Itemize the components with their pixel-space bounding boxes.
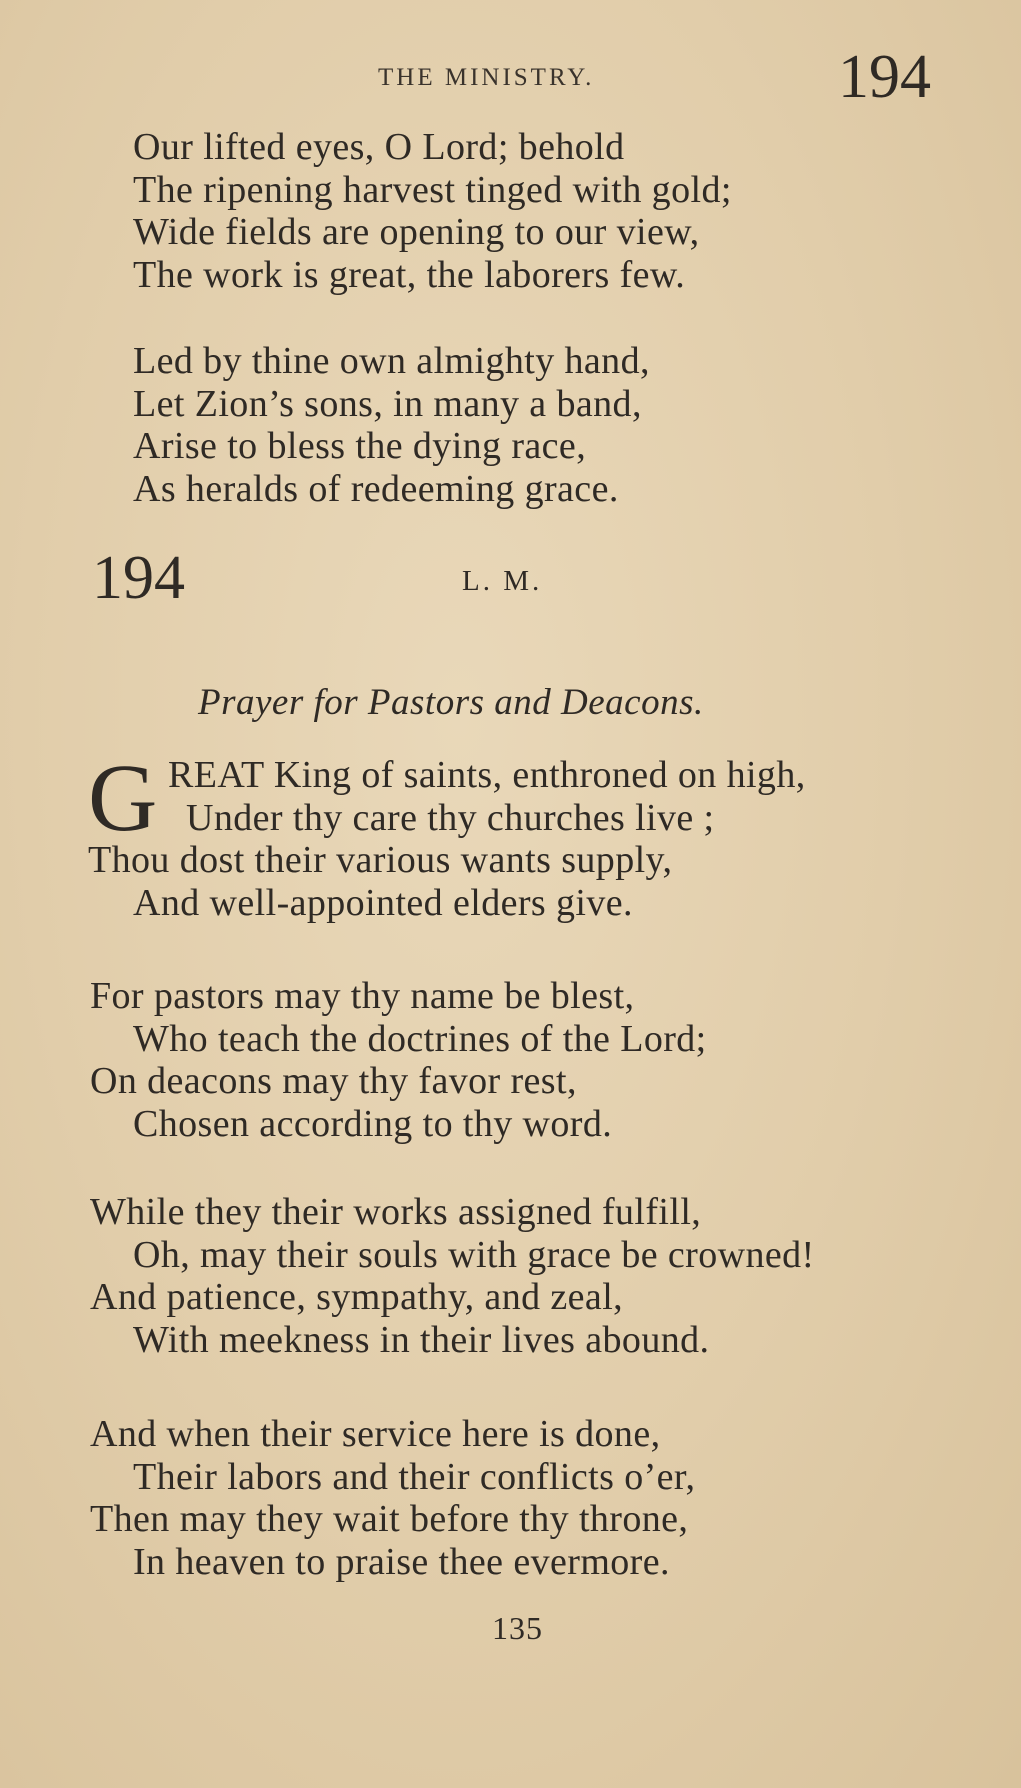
verse-line: While they their works assigned fulfill, bbox=[90, 1191, 702, 1233]
verse-line: The work is great, the laborers few. bbox=[133, 253, 686, 296]
verse-line: Let Zion’s sons, in many a band, bbox=[133, 382, 642, 425]
stanza-2 bbox=[90, 975, 707, 1145]
verse-line: Who teach the doctrines of the Lord; bbox=[133, 1017, 707, 1060]
verse-line: Their labors and their conflicts o’er, bbox=[133, 1455, 696, 1498]
verse-line: Under thy care thy churches live ; bbox=[186, 796, 715, 839]
header-hymn-number: 194 bbox=[838, 43, 931, 111]
verse-line: Then may they wait before thy throne, bbox=[90, 1498, 689, 1540]
verse-line: As heralds of redeeming grace. bbox=[133, 467, 619, 510]
stanza-4 bbox=[90, 1413, 695, 1583]
drop-cap: G bbox=[88, 744, 158, 851]
stanza-1 bbox=[88, 744, 806, 924]
page-number: 135 bbox=[492, 1610, 543, 1646]
verse-line: Chosen according to thy word. bbox=[133, 1102, 613, 1145]
verse-line: Our lifted eyes, O Lord; behold bbox=[133, 126, 625, 168]
verse-line: With meekness in their lives abound. bbox=[133, 1318, 710, 1361]
prev-stanza-1 bbox=[133, 126, 732, 296]
verse-line: Wide fields are opening to our view, bbox=[133, 211, 700, 253]
stanza-3 bbox=[90, 1191, 815, 1361]
verse-line: And when their service here is done, bbox=[90, 1413, 661, 1455]
verse-line: For pastors may thy name be blest, bbox=[90, 975, 635, 1017]
hymn-number: 194 bbox=[92, 544, 185, 612]
verse-line: In heaven to praise thee evermore. bbox=[133, 1540, 670, 1583]
verse-line: Arise to bless the dying race, bbox=[133, 425, 587, 467]
verse-line: Oh, may their souls with grace be crowned! bbox=[133, 1233, 815, 1276]
prev-stanza-2 bbox=[133, 340, 650, 510]
hymn-title: Prayer for Pastors and Deacons. bbox=[198, 682, 704, 723]
verse-line: And well-appointed elders give. bbox=[133, 881, 633, 924]
running-title: THE MINISTRY. bbox=[378, 64, 595, 91]
verse-line: On deacons may thy favor rest, bbox=[90, 1060, 577, 1102]
verse-line: Led by thine own almighty hand, bbox=[133, 340, 650, 382]
hymn-meter: L. M. bbox=[462, 565, 543, 597]
verse-line: REAT King of saints, enthroned on high, bbox=[168, 754, 806, 796]
verse-line: And patience, sympathy, and zeal, bbox=[90, 1276, 624, 1318]
verse-line: The ripening harvest tinged with gold; bbox=[133, 168, 732, 211]
verse-line: Thou dost their various wants supply, bbox=[88, 839, 673, 881]
